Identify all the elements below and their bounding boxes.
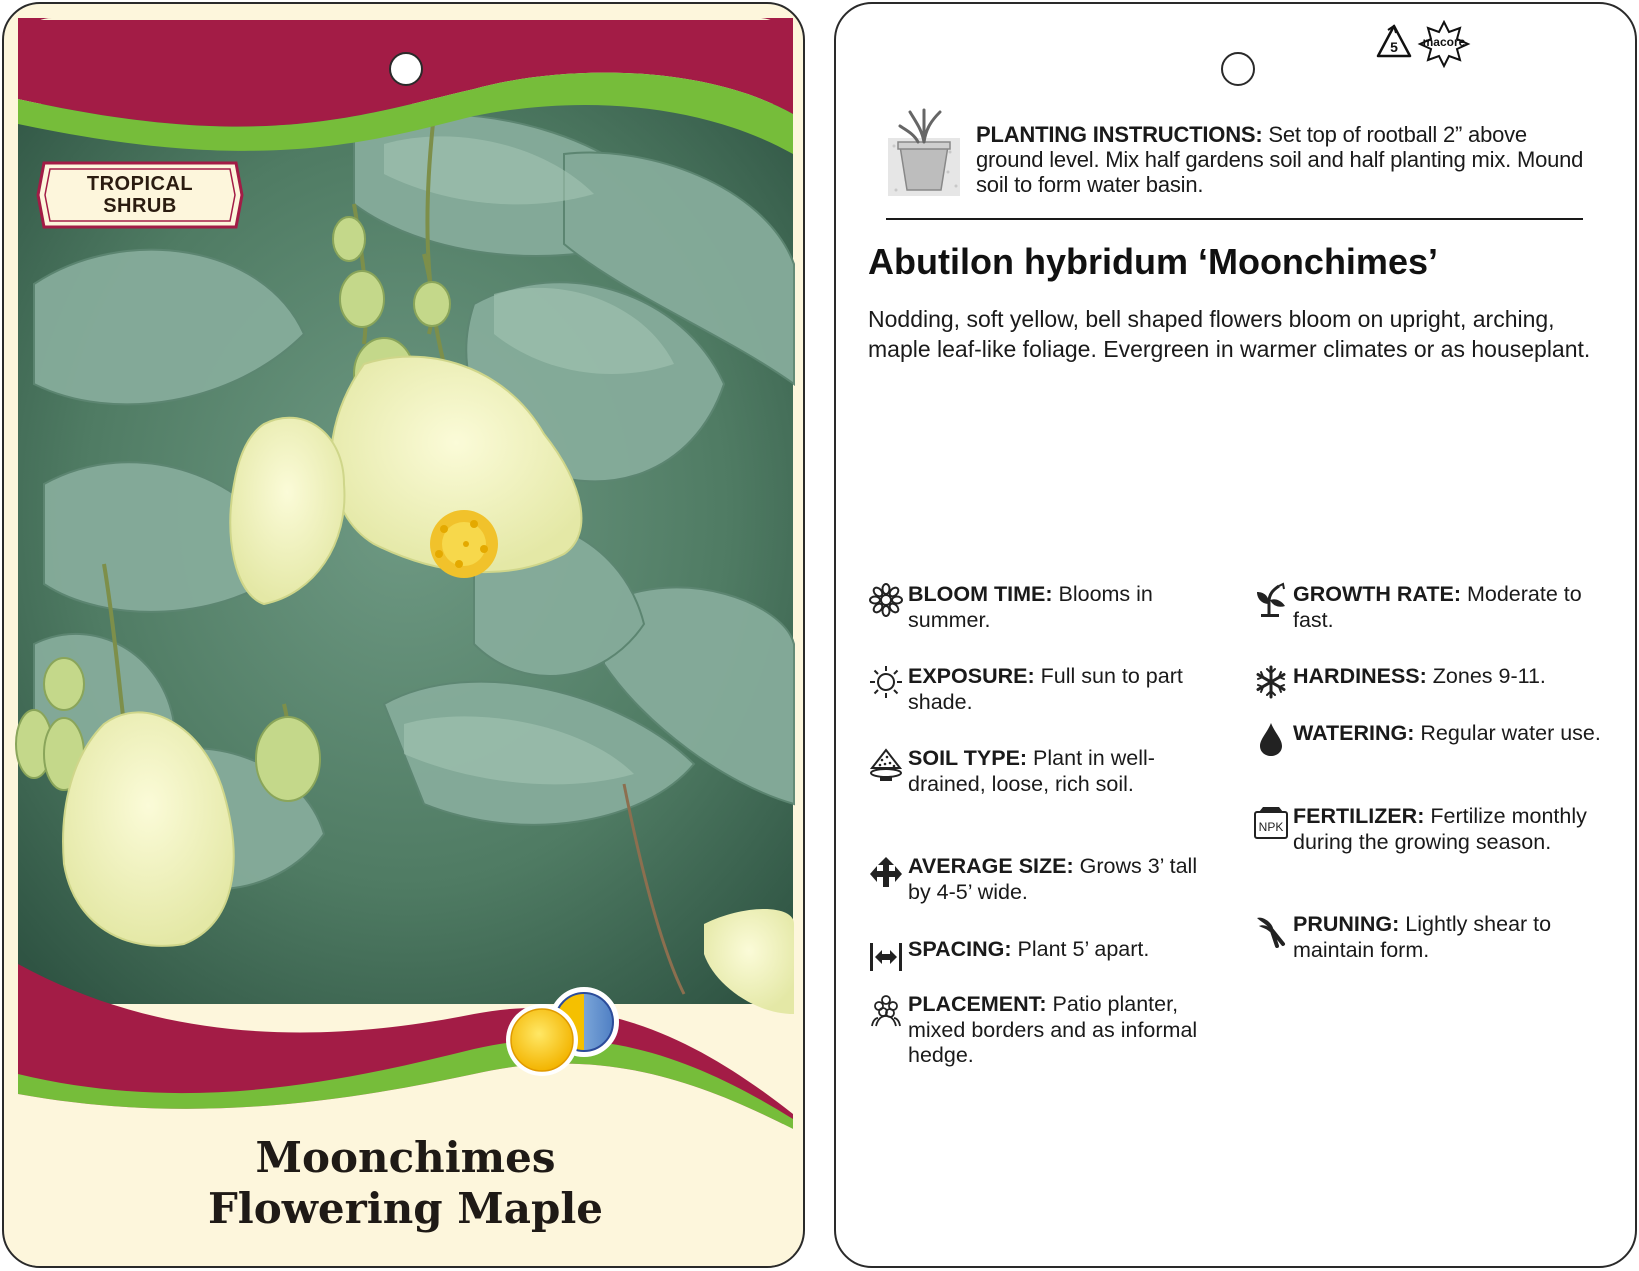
attr-label: PLACEMENT: (908, 992, 1047, 1016)
attr-value: Fertilize monthly during the growing season. (1293, 804, 1587, 854)
placement-icon (868, 992, 904, 1028)
attr-value: Blooms in summer. (908, 582, 1153, 632)
attr-value: Zones 9-11. (1426, 664, 1546, 688)
recycle-number: 5 (1390, 39, 1398, 55)
common-name-line1: Moonchimes (255, 1133, 556, 1182)
category-badge (34, 159, 246, 231)
hang-hole (389, 52, 423, 86)
attr-value: Lightly shear to maintain form. (1293, 912, 1552, 962)
plant-description: Nodding, soft yellow, bell shaped flowers bloom on upright, arching, maple leaf-like foliage. Evergreen in warmer climates or as houseplant. (868, 306, 1591, 362)
planting-label: PLANTING INSTRUCTIONS: (976, 122, 1263, 147)
brand-logo (1416, 20, 1472, 68)
attr-growth-rate (1253, 582, 1613, 633)
botanical-name: Abutilon hybridum ‘Moonchimes’ (868, 241, 1438, 282)
pruners-icon (1253, 912, 1289, 948)
pot-icon (886, 106, 962, 198)
exposure-icons (502, 987, 632, 1077)
attr-placement (868, 992, 1208, 1069)
soil-icon (868, 746, 904, 782)
size-icon (868, 854, 904, 890)
attr-label: FERTILIZER: (1293, 804, 1425, 828)
common-name (4, 1132, 805, 1234)
hang-hole (1221, 52, 1255, 86)
attr-value: Patio planter, mixed borders and as informal hedge. (908, 992, 1198, 1067)
attr-value: Plant 5’ apart. (1011, 937, 1150, 961)
attr-label: EXPOSURE: (908, 664, 1035, 688)
attr-label: GROWTH RATE: (1293, 582, 1461, 606)
attr-value: Grows 3’ tall by 4-5’ wide. (908, 854, 1198, 904)
flower-icon (868, 582, 904, 618)
attr-average-size (868, 854, 1208, 905)
planting-instructions (976, 122, 1596, 197)
attr-label: AVERAGE SIZE: (908, 854, 1074, 878)
attr-value: Full sun to part shade. (908, 664, 1183, 714)
planting-text: Set top of rootball 2” above ground level. Mix half gardens soil and half planting mix. Mound soil to form water basin. (976, 122, 1584, 197)
attr-label: SOIL TYPE: (908, 746, 1028, 770)
common-name-line2: Flowering Maple (207, 1184, 604, 1233)
attr-watering (1253, 721, 1613, 757)
attr-value: Plant in well-drained, loose, rich soil. (908, 746, 1155, 796)
attr-label: HARDINESS: (1293, 664, 1427, 688)
snowflake-icon (1253, 664, 1289, 700)
category-label: TROPICAL SHRUB (86, 173, 194, 217)
attr-value: Regular water use. (1414, 721, 1601, 745)
attr-label: SPACING: (908, 937, 1012, 961)
water-drop-icon (1253, 721, 1289, 757)
sun-icon (868, 664, 904, 700)
back-tag (834, 2, 1637, 1268)
sprout-icon (1253, 582, 1289, 618)
attr-label: PRUNING: (1293, 912, 1400, 936)
attr-value: Moderate to fast. (1293, 582, 1582, 632)
full-sun-icon (506, 1004, 578, 1076)
spacing-icon (868, 937, 904, 973)
attr-bloom-time (868, 582, 1208, 633)
npk-label: NPK (1258, 820, 1284, 834)
brand-name: macore (1422, 35, 1466, 49)
divider (886, 218, 1583, 220)
attr-label: BLOOM TIME: (908, 582, 1053, 606)
attr-label: WATERING: (1293, 721, 1415, 745)
attr-soil-type (868, 746, 1208, 797)
attr-pruning (1253, 912, 1613, 963)
attr-exposure (868, 664, 1208, 715)
attr-spacing (868, 937, 1208, 973)
recycle-icon (1374, 22, 1414, 66)
front-tag (2, 2, 805, 1268)
npk-icon (1253, 804, 1289, 840)
attr-hardiness (1253, 664, 1613, 700)
attr-fertilizer (1253, 804, 1613, 855)
